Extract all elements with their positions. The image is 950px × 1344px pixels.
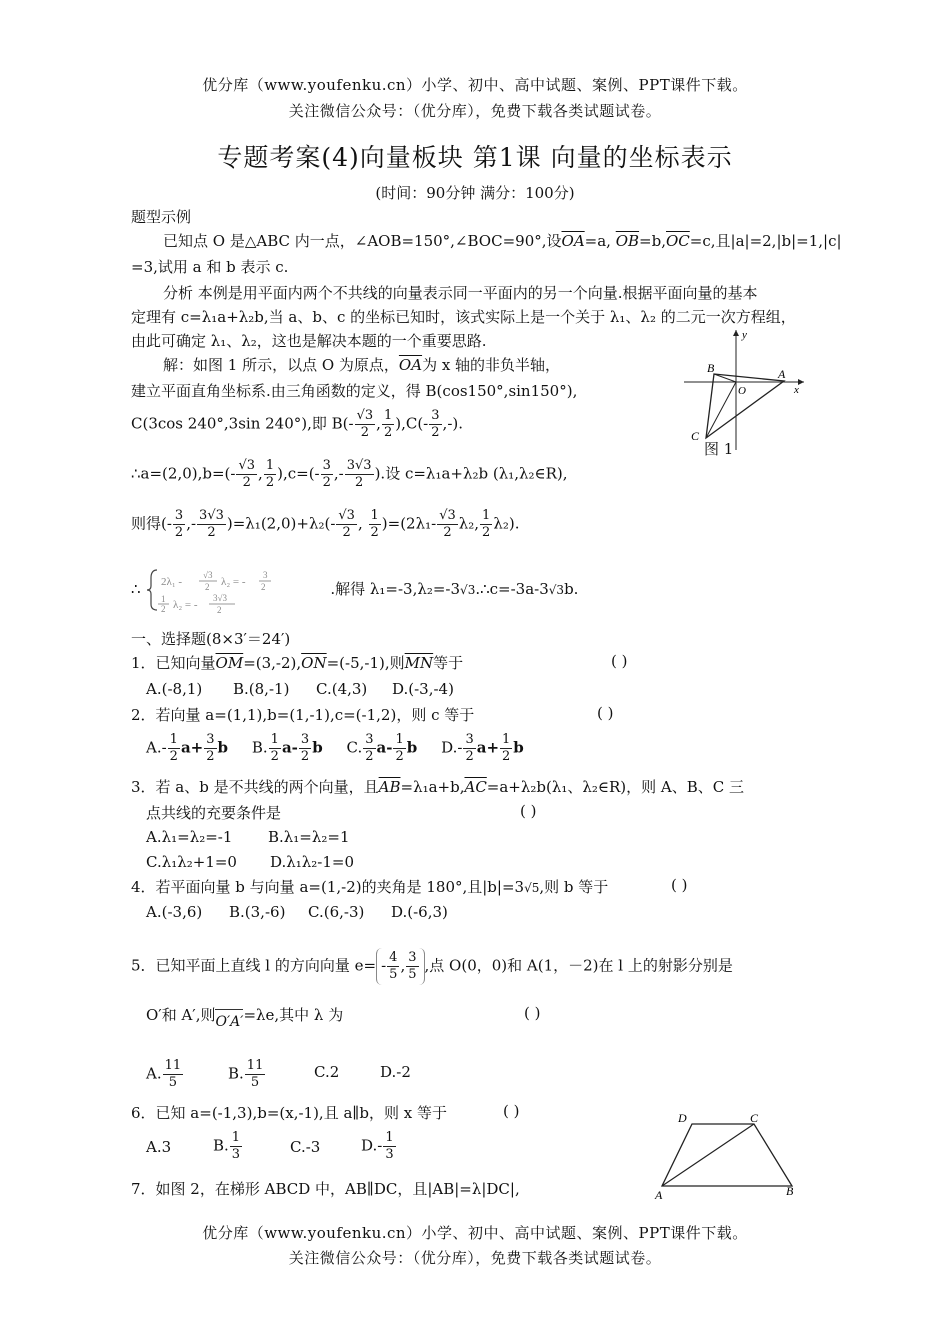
- q1-option-d[interactable]: D.(-3,-4): [392, 680, 454, 698]
- question-3: 3．若 a、b 是不共线的两个向量，且$\overline{AB}=\lambda_1a+b,\overline{AC}=a+\lambda_2b(\lambda_1$、λ₂∈R)，则 A、B、C 三: [131, 778, 745, 796]
- q3-option-a[interactable]: A.λ₁=λ₂=-1: [146, 828, 233, 846]
- q3-option-d[interactable]: D.λ₁λ₂-1=0: [270, 853, 355, 871]
- answer-paren-1[interactable]: ( ): [611, 652, 628, 670]
- q4-option-a[interactable]: A.(-3,6): [146, 903, 203, 921]
- vector-oc: $\overline{OC}$: [666, 232, 690, 250]
- page-subtitle: (时间：90分钟 满分：100分): [375, 184, 575, 202]
- section-example: 题型示例: [131, 208, 192, 226]
- q2-options: A.- $\frac{1}{2}$ a+ $\frac{3}{2}$ b B. $\frac{1}{2}$ a- $\frac{3}{2}$ b C. $\frac{3}{2}$ a- $\frac{1}{2}$ b D.- $\frac{3}{2}$ a+ $\frac{1}{2}$ b: [146, 732, 524, 764]
- question-3-cont: 点共线的充要条件是: [146, 804, 282, 822]
- q5-option-b[interactable]: B. $\frac{11}{5}$: [228, 1058, 264, 1090]
- analysis-line-2: 定理有 c=λ₁a+λ₂b,当 a、b、c 的坐标已知时，该式实际上是一个关于 λ₁、λ₂ 的二元一次方程组，: [131, 308, 796, 326]
- svg-text:C: C: [691, 429, 700, 443]
- example-line-1: 已知点 O 是△ABC 内一点，∠AOB=150°,∠BOC=90°,设$\overline{OA}=a$, $\overline{OB}=b,\overline{OC}=c$,且|a|=2,|b|=1,|c|: [163, 232, 842, 250]
- q6-option-b[interactable]: B. $\frac{1}{3}$: [213, 1130, 241, 1162]
- solution-line-1: 解：如图 1 所示，以点 O 为原点，$\overline{OA}$为 x 轴的非负半轴，: [163, 356, 561, 374]
- solution-line-2: 建立平面直角坐标系.由三角函数的定义，得 B(cos150°,sin150°),: [131, 382, 578, 400]
- svg-text:3: 3: [263, 570, 268, 580]
- svg-text:y: y: [742, 329, 747, 341]
- q2-option-d[interactable]: D.-: [441, 738, 463, 757]
- svg-text:2λ₁ -: 2λ₁ -: [161, 576, 183, 588]
- q5-option-c[interactable]: C.2: [314, 1063, 340, 1081]
- q2-option-c[interactable]: C.: [346, 738, 363, 757]
- svg-text:C: C: [750, 1111, 759, 1125]
- q4-option-b[interactable]: B.(3,-6): [229, 903, 286, 921]
- question-4: 4．若平面向量 b 与向量 a=(1,-2)的夹角是 180°,且|b|=3√5,则 b 等于: [131, 878, 609, 896]
- q3-option-c[interactable]: C.λ₁λ₂+1=0: [146, 853, 237, 871]
- question-1: 1．已知向量$\overline{OM}=(3,-2),\overline{ON}=(-5,-1)$,则$\overline{MN}$等于: [131, 654, 464, 672]
- header-line-1: 优分库（www.youfenku.cn）小学、初中、高中试题、案例、PPT课件下载。: [202, 76, 748, 94]
- svg-text:O: O: [738, 385, 746, 397]
- figure-1: [676, 326, 816, 461]
- equation-system: [145, 566, 330, 614]
- answer-paren-6[interactable]: ( ): [503, 1102, 520, 1120]
- svg-text:3√3: 3√3: [213, 593, 228, 603]
- q4-option-d[interactable]: D.(-6,3): [391, 903, 448, 921]
- svg-text:D: D: [678, 1111, 687, 1125]
- answer-paren-2[interactable]: ( ): [597, 704, 614, 722]
- figure-1-caption: 图 1: [704, 440, 734, 458]
- answer-paren-4[interactable]: ( ): [671, 876, 688, 894]
- q3-option-b[interactable]: B.λ₁=λ₂=1: [268, 828, 350, 846]
- svg-text:√3: √3: [203, 570, 213, 580]
- svg-text:x: x: [794, 384, 799, 396]
- solution-line-6: ∴ 2λ₁ - √3 2 λ₂ = - 3 2 1 2 λ₂ = - 3√3 2 .解得 λ₁=-3,λ₂=-3√3.∴c=-3a-3√3b.: [131, 566, 578, 614]
- analysis-line-3: 由此可确定 λ₁、λ₂，这也是解决本题的一个重要思路.: [131, 332, 487, 350]
- solution-line-5: 则得(- $\frac{3}{2}$ ,- $\frac{3√3}{2}$ )=λ₁(2,0)+λ₂(- $\frac{√3}{2}$ , $\frac{1}{2}$ )=(2λ₁- $\frac{√3}{2}$ λ₂, $\frac{1}{2}$ λ₂).: [131, 508, 520, 540]
- figure-2: [650, 1106, 810, 1202]
- q2-option-b[interactable]: B.: [251, 738, 268, 757]
- solution-line-4: ∴a=(2,0),b=(- $\frac{√3}{2}$ , $\frac{1}{2}$ ),c=(- $\frac{3}{2}$ ,- $\frac{3√3}{2}$ ).设 c=λ₁a+λ₂b (λ₁,λ₂∈R),: [131, 458, 568, 490]
- q1-option-a[interactable]: A.(-8,1): [146, 680, 203, 698]
- svg-text:1: 1: [161, 594, 166, 604]
- q2-option-a[interactable]: A.-: [146, 738, 167, 757]
- answer-paren-5[interactable]: ( ): [524, 1004, 541, 1022]
- svg-text:B: B: [786, 1184, 794, 1198]
- q1-option-c[interactable]: C.(4,3): [316, 680, 368, 698]
- svg-text:B: B: [707, 361, 715, 375]
- footer-line-2: 关注微信公众号：（优分库），免费下载各类试题试卷。: [288, 1249, 662, 1267]
- header-line-2: 关注微信公众号：（优分库），免费下载各类试题试卷。: [288, 102, 662, 120]
- section-choice: 一、选择题(8×3′＝24′): [131, 630, 291, 648]
- q6-option-a[interactable]: A.3: [146, 1138, 172, 1156]
- page-title: 专题考案(4)向量板块 第1课 向量的坐标表示: [217, 143, 733, 172]
- question-2: 2．若向量 a=(1,1),b=(1,-1),c=(-1,2)，则 c 等于: [131, 706, 475, 724]
- footer-line-1: 优分库（www.youfenku.cn）小学、初中、高中试题、案例、PPT课件下载。: [202, 1224, 748, 1242]
- svg-text:2: 2: [205, 582, 210, 592]
- svg-text:2: 2: [161, 604, 166, 614]
- svg-text:A: A: [655, 1188, 663, 1202]
- svg-text:λ₂ = -: λ₂ = -: [221, 576, 246, 588]
- q1-option-b[interactable]: B.(8,-1): [233, 680, 290, 698]
- q4-option-c[interactable]: C.(6,-3): [308, 903, 365, 921]
- question-5: 5．已知平面上直线 l 的方向向量 e= - $\frac{4}{5}$ , $\frac{3}{5}$ ,点 O(0，0)和 A(1，－2)在 l 上的射影分别是: [131, 948, 733, 985]
- q5-option-a[interactable]: A. $\frac{11}{5}$: [146, 1058, 182, 1090]
- answer-paren-3[interactable]: ( ): [520, 802, 537, 820]
- q6-option-c[interactable]: C.-3: [290, 1138, 321, 1156]
- svg-text:A: A: [778, 367, 786, 381]
- solution-line-3: C(3cos 240°,3sin 240°),即 B(- $\frac{√3}{2}$ , $\frac{1}{2}$ ),C(- $\frac{3}{2}$ ,-).: [131, 408, 464, 440]
- question-6: 6．已知 a=(-1,3),b=(x,-1),且 a∥b，则 x 等于: [131, 1104, 447, 1122]
- svg-text:2: 2: [217, 605, 222, 614]
- q6-option-d[interactable]: D.- $\frac{1}{3}$: [361, 1130, 394, 1162]
- vector-oa: $\overline{OA}$: [561, 232, 585, 250]
- question-5-cont: O′和 A′,则O′A′=λe,其中 λ 为: [146, 1006, 344, 1030]
- svg-text:λ₂ = -: λ₂ = -: [173, 599, 198, 611]
- vector-ob: $\overline{OB}$: [615, 232, 640, 250]
- analysis-line-1: 分析 本例是用平面内两个不共线的向量表示同一平面内的另一个向量.根据平面向量的基本: [163, 284, 758, 302]
- question-7: 7．如图 2，在梯形 ABCD 中，AB∥DC，且|AB|=λ|DC|,: [131, 1180, 520, 1198]
- q5-option-d[interactable]: D.-2: [380, 1063, 411, 1081]
- example-line-2: =3,试用 a 和 b 表示 c.: [131, 258, 289, 276]
- svg-text:2: 2: [261, 582, 266, 592]
